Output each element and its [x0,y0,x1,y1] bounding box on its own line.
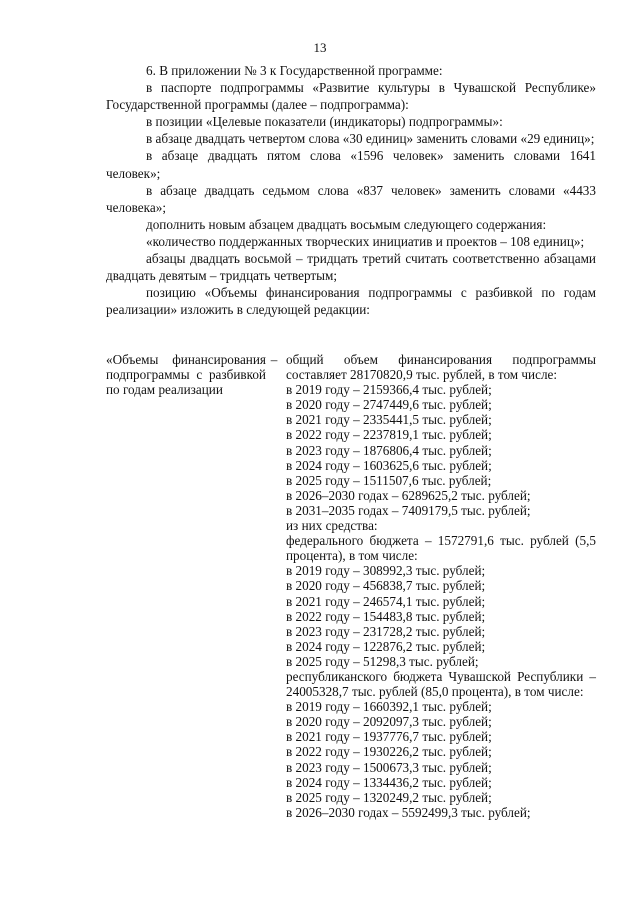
funding-line: в 2021 году – 246574,1 тыс. рублей; [286,593,486,609]
paragraph: в абзаце двадцать четвертом слова «30 единиц» заменить словами «29 единиц»; [146,131,595,147]
body-text [106,62,596,318]
paragraph: дополнить новым абзацем двадцать восьмым следующего содержания: [146,216,547,232]
funding-line: в 2020 году – 2092097,3 тыс. рублей; [286,714,492,730]
funding-line: в 2022 году – 154483,8 тыс. рублей; [286,608,486,624]
funding-line: федерального бюджета – 1572791,6 тыс. рублей (5,5 процента), в том числе: [286,533,596,564]
funding-line: в 2026–2030 годах – 6289625,2 тыс. рублей; [286,487,531,503]
funding-table-right-cell [286,352,596,820]
funding-line: в 2019 году – 1660392,1 тыс. рублей; [286,699,492,715]
page-number: 13 [313,40,327,55]
paragraph: 6. В приложении № 3 к Государственной программе: [146,63,443,78]
funding-line: в 2025 году – 51298,3 тыс. рублей; [286,653,479,669]
funding-table [106,352,596,852]
funding-line: в 2020 году – 2747449,6 тыс. рублей; [286,397,492,413]
paragraph: в паспорте подпрограммы «Развитие культуры в Чувашской Республике» Государственной программы (далее – подпрограмма): [106,80,596,113]
funding-line: в 2019 году – 2159366,4 тыс. рублей; [286,382,492,398]
funding-line: в 2022 году – 1930226,2 тыс. рублей; [286,744,492,760]
funding-line: в 2023 году – 1500673,3 тыс. рублей; [286,759,492,775]
funding-line: в 2023 году – 1876806,4 тыс. рублей; [286,442,492,458]
paragraph: в абзаце двадцать пятом слова «1596 человек» заменить словами 1641 человек»; [106,148,596,181]
funding-line: в 2026–2030 годах – 5592499,3 тыс. рублей; [286,804,531,820]
funding-table-dash: – [270,352,278,367]
funding-line: в 2021 году – 2335441,5 тыс. рублей; [286,412,492,428]
paragraph: «количество поддержанных творческих инициатив и проектов – 108 единиц»; [146,233,585,249]
funding-line: в 2021 году – 1937776,7 тыс. рублей; [286,729,492,745]
paragraph: в позиции «Целевые показатели (индикаторы) подпрограммы»: [146,114,503,130]
funding-line: республиканского бюджета Чувашской Республики – 24005328,7 тыс. рублей (85,0 процента), в том числе: [286,668,596,700]
funding-line: в 2024 году – 1603625,6 тыс. рублей; [286,457,492,473]
funding-line: в 2024 году – 122876,2 тыс. рублей; [286,638,486,654]
funding-line: в 2020 году – 456838,7 тыс. рублей; [286,578,486,594]
paragraph: позицию «Объемы финансирования подпрограммы с разбивкой по годам реализации» изложить в следующей редакции: [106,285,596,318]
funding-line: из них средства: [286,518,378,534]
funding-line: в 2025 году – 1320249,2 тыс. рублей; [286,789,492,805]
funding-line: в 2031–2035 годах – 7409179,5 тыс. рублей; [286,502,531,518]
funding-table-left-cell: «Объемы финансирования подпрограммы с разбивкой по годам реализации [106,352,266,398]
paragraph: абзацы двадцать восьмой – тридцать третий считать соответственно абзацами двадцать девятым – тридцать четвертым; [106,251,596,284]
funding-line: общий объем финансирования подпрограммы составляет 28170820,9 тыс. рублей, в том числе: [286,352,596,383]
funding-line: в 2025 году – 1511507,6 тыс. рублей; [286,472,492,488]
funding-line: в 2024 году – 1334436,2 тыс. рублей; [286,774,492,790]
funding-line: в 2022 году – 2237819,1 тыс. рублей; [286,427,492,443]
funding-line: в 2023 году – 231728,2 тыс. рублей; [286,623,486,639]
funding-line: в 2019 году – 308992,3 тыс. рублей; [286,563,486,579]
paragraph: в абзаце двадцать седьмом слова «837 человек» заменить словами «4433 человека»; [106,182,596,215]
